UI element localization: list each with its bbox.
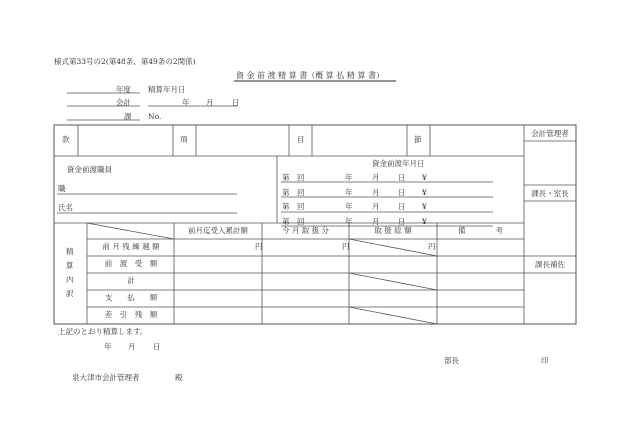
number-label: No.: [148, 112, 162, 121]
advance-row-d: 日: [398, 202, 406, 212]
side-label: 内: [66, 275, 74, 284]
advance-row-m: 月: [372, 173, 380, 182]
advance-row-yen: ¥: [422, 187, 427, 197]
approver-assistant-chief: 課長補佐: [535, 260, 565, 269]
month-label: 月: [206, 98, 214, 107]
staff-title: 資金前渡職員: [67, 165, 112, 174]
advance-row-dai: 第: [282, 187, 290, 197]
row-carryover: 前 月 残 繰 越 額: [102, 242, 160, 251]
honorific: 殿: [175, 373, 183, 382]
advance-row-kai: 回: [297, 202, 305, 212]
advance-row-m: 月: [372, 202, 380, 212]
name-label: 氏名: [58, 203, 73, 212]
setsu-label: 節: [414, 135, 422, 144]
kan-label: 款: [62, 135, 70, 144]
advance-row-y: 年: [345, 217, 353, 227]
advance-row-d: 日: [398, 187, 406, 197]
kou-label: 項: [180, 135, 188, 144]
advance-row-kai: 回: [297, 217, 305, 227]
advance-row-dai: 第: [282, 202, 290, 212]
advance-row-yen: ¥: [422, 217, 427, 227]
form-number: 様式第33号の2(第48条、第49条の2関係): [54, 57, 196, 66]
row-balance: 差 引 残 額: [104, 310, 158, 319]
advance-row-y: 年: [345, 173, 353, 182]
col-this-month: 今 月 取 扱 分: [281, 226, 330, 235]
advance-row-d: 日: [398, 173, 406, 182]
advance-row-dai: 第: [282, 217, 290, 227]
advance-row-yen: ¥: [422, 202, 427, 212]
col-previous-total: 前月迄受入累計額: [188, 226, 248, 235]
side-label: 算: [66, 261, 74, 270]
moku-label: 目: [297, 135, 305, 144]
settlement-date-label: 精算年月日: [148, 85, 186, 94]
advance-row-kai: 回: [297, 173, 305, 182]
col-grand-total: 取 扱 総 額: [374, 226, 412, 235]
row-payment: 支 払 額: [104, 293, 158, 302]
advance-row-y: 年: [345, 202, 353, 212]
advance-row-dai: 第: [282, 173, 290, 182]
row-total: 計: [127, 276, 135, 285]
advance-row-m: 月: [372, 217, 380, 227]
fiscal-year-label: 年度: [116, 85, 131, 94]
approver-section-chief: 課長・室長: [531, 189, 569, 198]
section-label: 課: [124, 112, 132, 121]
position-label: 職: [58, 184, 66, 193]
row-advance-received: 前 渡 受 額: [104, 259, 158, 268]
day-label: 日: [232, 98, 240, 107]
page-title: 資 金 前 渡 精 算 書（概 算 払 精 算 書）: [236, 71, 384, 80]
account-label: 会計: [116, 98, 131, 107]
year-label: 年: [182, 98, 190, 107]
yen-unit: 円: [342, 242, 350, 251]
yen-unit: 円: [428, 242, 436, 251]
approver-accounting-manager: 会計管理者: [531, 129, 569, 138]
addressee: 泉大津市会計管理者: [72, 373, 140, 382]
footer-year: 年: [104, 342, 112, 351]
yen-unit: 円: [255, 242, 263, 251]
footer-month: 月: [128, 342, 136, 351]
col-remarks: 備 考: [458, 226, 503, 235]
advance-row-m: 月: [372, 187, 380, 197]
settlement-statement: 上記のとおり精算します。: [58, 327, 148, 336]
side-label: 精: [66, 247, 74, 256]
advance-date-header: 資金前渡年月日: [372, 159, 425, 168]
advance-row-kai: 回: [297, 187, 305, 197]
advance-row-y: 年: [345, 187, 353, 197]
seal-label: 印: [541, 356, 549, 365]
footer-day: 日: [153, 342, 161, 351]
advance-row-yen: ¥: [422, 173, 427, 182]
advance-row-d: 日: [398, 217, 406, 227]
director-label: 部長: [444, 356, 459, 365]
side-label: 訳: [66, 289, 74, 298]
